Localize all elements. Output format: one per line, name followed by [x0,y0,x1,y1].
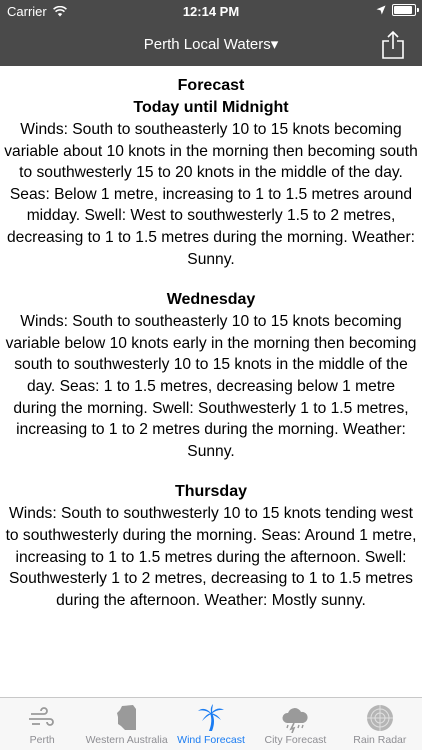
palm-tree-icon [196,703,226,733]
dropdown-arrow-icon: ▾ [270,36,279,53]
share-icon[interactable] [380,30,406,60]
storm-cloud-icon [280,703,310,733]
forecast-section-thursday [0,481,422,611]
forecast-content[interactable] [0,66,422,698]
radar-icon [365,703,395,733]
forecast-section-wednesday [0,289,422,462]
status-bar [0,0,422,22]
nav-bar [0,22,422,66]
forecast-heading: Forecast [177,77,245,94]
tab-rain-radar[interactable] [338,698,422,750]
forecast-text: Winds: South to southwesterly 10 to 15 knots tending west to southwesterly during the morning. Seas: Around 1 metre, increasing to 1 to 1.5 metres during the afternoon. Swell: Southwesterly 1 to 2 metres, decreasing to 1 to 1.5 metres during the afternoon. Weather: Mostly sunny. [5,505,417,609]
forecast-day-title: Wednesday [166,291,256,309]
forecast-day-title: Today until Midnight [133,99,289,116]
carrier-label: Carrier [7,4,47,19]
location-arrow-icon [376,5,386,15]
tab-label: Western Australia [85,734,168,746]
wa-map-icon [112,703,142,733]
forecast-text: Winds: South to southeasterly 10 to 15 knots becoming variable about 10 knots in the morning then becoming south to southwesterly 15 to 20 knots in the middle of the day. Seas: Below 1 metre, increasing to 1 to 1.5 metres around midday. Swell: West to southwesterly 1.5 to 2 metres, decreasing to 1 to 1.5 metres during the morning. Weather: Sunny. [4,121,418,268]
tab-label: Rain Radar [353,734,407,746]
tab-wind-forecast[interactable] [169,698,253,750]
tab-label: Wind Forecast [177,734,245,746]
forecast-section-today [0,75,422,270]
tab-label: City Forecast [264,734,327,746]
nav-title: Perth Local Waters [143,36,271,53]
tab-perth[interactable] [0,698,84,750]
tab-label: Perth [29,734,55,746]
status-time: 12:14 PM [182,4,240,19]
forecast-text: Winds: South to southeasterly 10 to 15 knots becoming variable below 10 knots early in the morning then becoming south to southwesterly 10 to 15 knots in the middle of the day. Seas: 1 to 1.5 metres, decreasing below 1 metre during the morning. Swell: Southwesterly 1 to 1.5 metres, increasing to 1 to 2 metres during the morning. Weather: Sunny. [5,313,417,460]
battery-icon [392,4,416,16]
tab-western-australia[interactable] [84,698,168,750]
tab-city-forecast[interactable] [253,698,337,750]
location-selector[interactable] [0,35,422,53]
tab-bar [0,697,422,750]
forecast-day-title: Thursday [174,483,247,501]
wind-icon [27,703,57,733]
